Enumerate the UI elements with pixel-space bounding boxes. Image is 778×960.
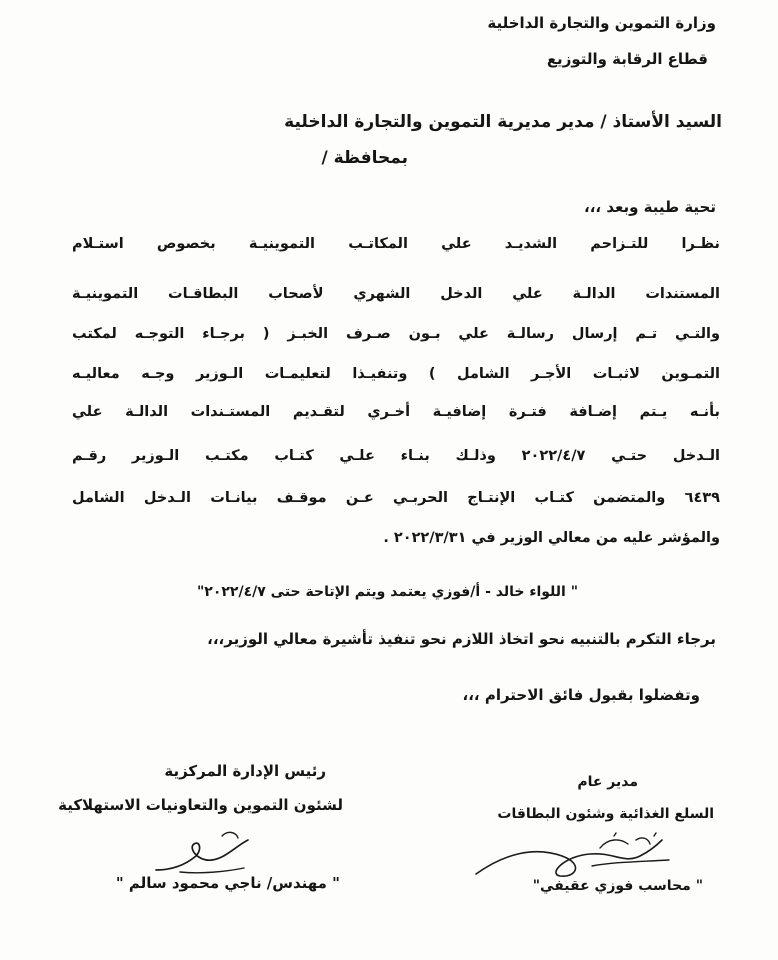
minister-decision-note: " اللواء خالد - أ/فوزي يعتمد ويتم الإتاحة حتى ٢٠٢٢/٤/٧" bbox=[197, 584, 578, 600]
left-signatory-title: رئيس الإدارة المركزية bbox=[164, 762, 326, 780]
request-line: برجاء التكرم بالتنبيه نحو اتخاذ اللازم نحو تنفيذ تأشيرة معالي الوزير،،، bbox=[207, 630, 716, 648]
body-line: الـدخل حتـي ٢٠٢٢/٤/٧ وذلـك بنـاء علـي كتـاب مكتـب الـوزير رقـم bbox=[72, 448, 720, 464]
greeting: تحية طيبة وبعد ،،، bbox=[584, 198, 716, 216]
ministry-name: وزارة التموين والتجارة الداخلية bbox=[487, 14, 716, 32]
body-line: التمـوين لاثبـات الأجـر الشامل ) وتنفيـذا لتعليمـات الـوزير وجـه معاليـه bbox=[72, 366, 720, 382]
body-line: بأنـه يـتم إضـافة فتـرة إضافيـة أخـري لتقـديم المستـندات الدالـة علي bbox=[72, 404, 720, 420]
right-signatory-name: " محاسب فوزي عقيفي" bbox=[532, 878, 703, 894]
right-signatory-department: السلع الغذائية وشئون البطاقات bbox=[497, 806, 714, 822]
body-line: والمؤشر عليه من معالي الوزير في ٢٠٢٢/٣/٣١ . bbox=[383, 530, 720, 546]
left-signatory-department: لشئون التموين والتعاونيات الاستهلاكية bbox=[58, 796, 343, 814]
body-line: نظـرا للتـزاحم الشديـد علي المكاتـب التموينيـة بخصوص استـلام bbox=[72, 236, 720, 252]
body-line: والتـي تـم إرسال رسالـة علي بـون صـرف الخبـز ( برجـاء التوجـه لمكتب bbox=[72, 326, 720, 342]
sector-name: قطاع الرقابة والتوزيع bbox=[546, 50, 708, 68]
body-line: المستندات الدالـة علي الدخل الشهري لأصحاب البطاقـات التموينيـة bbox=[72, 286, 720, 302]
addressee-line-2: بمحافظة / bbox=[321, 148, 408, 168]
left-signatory-name: " مهندس/ ناجي محمود سالم " bbox=[115, 874, 340, 892]
left-handwritten-signature bbox=[140, 826, 270, 880]
right-signatory-title: مدير عام bbox=[577, 774, 638, 790]
body-line: ٦٤٣٩ والمتضمن كتـاب الإنتـاج الحربـي عـن موقـف بيانـات الـدخل الشامل bbox=[72, 490, 720, 506]
addressee-line-1: السيد الأستاذ / مدير مديرية التموين والتجارة الداخلية bbox=[284, 112, 722, 132]
closing-line: وتفضلوا بقبول فائق الاحترام ،،، bbox=[462, 686, 700, 704]
